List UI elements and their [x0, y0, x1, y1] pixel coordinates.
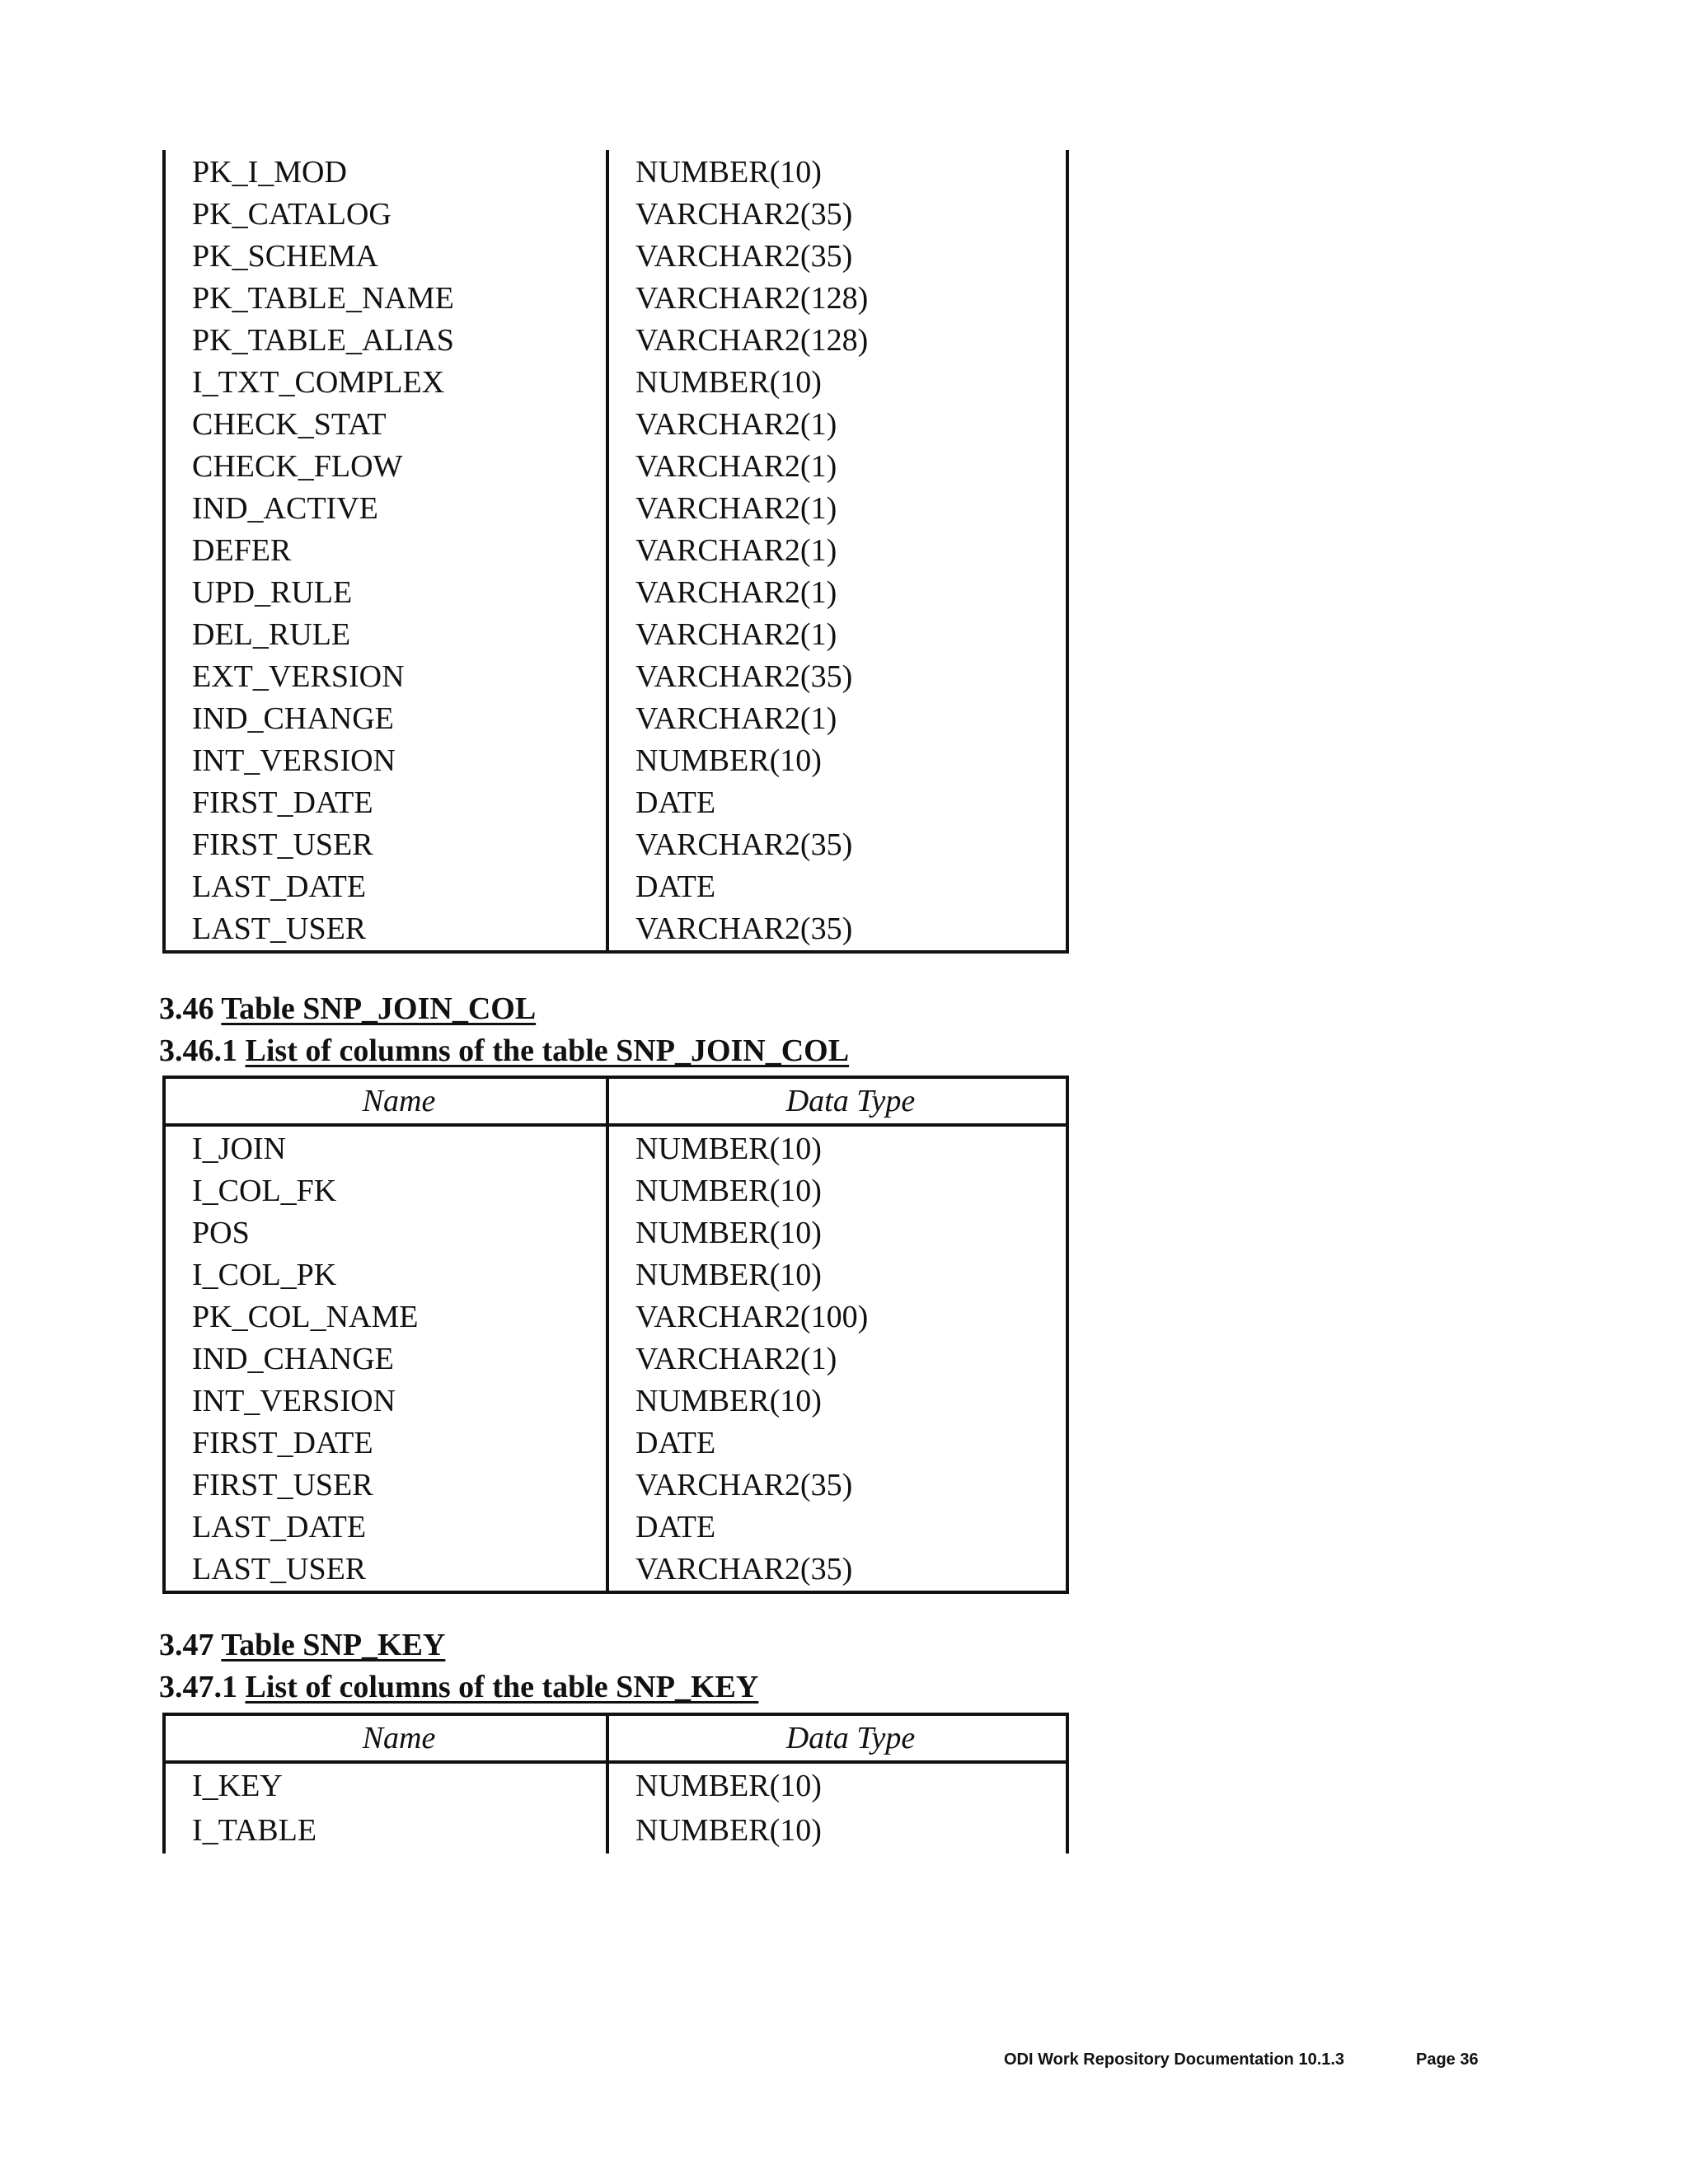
header-row — [164, 1714, 1067, 1762]
data-type-cell: VARCHAR2(35) — [607, 908, 1067, 952]
column-name-cell: DEFER — [164, 530, 607, 572]
subsection-title-link[interactable]: List of columns of the table SNP_JOIN_COL — [245, 1033, 850, 1068]
table-body — [164, 1762, 1067, 1854]
section-number: 3.46 — [159, 991, 214, 1026]
data-type-cell: NUMBER(10) — [607, 1762, 1067, 1807]
column-name-cell: PK_SCHEMA — [164, 236, 607, 278]
data-type-cell: VARCHAR2(35) — [607, 236, 1067, 278]
column-name-cell: LAST_DATE — [164, 1507, 607, 1549]
column-name-cell: PK_CATALOG — [164, 194, 607, 236]
column-name-cell: I_TXT_COMPLEX — [164, 362, 607, 404]
data-type-cell: NUMBER(10) — [607, 1125, 1067, 1170]
footer-page-number: Page 36 — [1416, 2050, 1479, 2069]
data-type-cell: VARCHAR2(128) — [607, 278, 1067, 320]
data-type-cell: NUMBER(10) — [607, 150, 1067, 194]
data-type-cell: VARCHAR2(35) — [607, 1549, 1067, 1592]
data-type-cell: VARCHAR2(1) — [607, 404, 1067, 446]
table-row — [164, 866, 1067, 908]
column-name-cell: EXT_VERSION — [164, 656, 607, 698]
table-row — [164, 1507, 1067, 1549]
data-type-cell: DATE — [607, 782, 1067, 824]
section-number: 3.47 — [159, 1628, 214, 1662]
columns-table-snp-key — [162, 1713, 1069, 1854]
table-header — [164, 1714, 1067, 1762]
table-row — [164, 236, 1067, 278]
column-name-cell: LAST_USER — [164, 1549, 607, 1592]
column-name-cell: FIRST_USER — [164, 824, 607, 866]
column-name-cell: CHECK_STAT — [164, 404, 607, 446]
column-name-cell: PK_TABLE_ALIAS — [164, 320, 607, 362]
section-title-link[interactable]: Table SNP_JOIN_COL — [221, 991, 537, 1026]
table-row — [164, 278, 1067, 320]
data-type-cell: NUMBER(10) — [607, 362, 1067, 404]
table-row — [164, 656, 1067, 698]
table-row — [164, 1807, 1067, 1854]
column-name-cell: I_JOIN — [164, 1125, 607, 1170]
table-row — [164, 1380, 1067, 1422]
data-type-cell: NUMBER(10) — [607, 1254, 1067, 1296]
table-row — [164, 572, 1067, 614]
subsection-number: 3.46.1 — [159, 1033, 237, 1068]
header-name: Name — [164, 1714, 607, 1762]
table-row — [164, 1254, 1067, 1296]
table-row — [164, 698, 1067, 740]
column-name-cell: DEL_RULE — [164, 614, 607, 656]
table-row — [164, 1549, 1067, 1592]
data-type-cell: VARCHAR2(1) — [607, 698, 1067, 740]
data-type-cell: DATE — [607, 1507, 1067, 1549]
column-name-cell: IND_ACTIVE — [164, 488, 607, 530]
header-row — [164, 1077, 1067, 1125]
footer-document-title: ODI Work Repository Documentation 10.1.3 — [1004, 2050, 1345, 2069]
columns-table-snp-join-col — [162, 1076, 1069, 1594]
data-type-cell: VARCHAR2(35) — [607, 194, 1067, 236]
subsection-number: 3.47.1 — [159, 1670, 237, 1704]
table-row — [164, 194, 1067, 236]
table-row — [164, 1465, 1067, 1507]
table-row — [164, 362, 1067, 404]
data-type-cell: VARCHAR2(1) — [607, 446, 1067, 488]
table-row — [164, 320, 1067, 362]
data-type-cell: VARCHAR2(35) — [607, 824, 1067, 866]
column-name-cell: FIRST_DATE — [164, 782, 607, 824]
column-name-cell: PK_I_MOD — [164, 150, 607, 194]
table-row — [164, 404, 1067, 446]
table-row — [164, 150, 1067, 194]
data-type-cell: VARCHAR2(1) — [607, 572, 1067, 614]
columns-table-continued — [162, 150, 1069, 954]
table-row — [164, 908, 1067, 952]
column-name-cell: INT_VERSION — [164, 1380, 607, 1422]
data-type-cell: VARCHAR2(1) — [607, 488, 1067, 530]
column-name-cell: I_TABLE — [164, 1807, 607, 1854]
column-name-cell: LAST_DATE — [164, 866, 607, 908]
table-body — [164, 1125, 1067, 1592]
column-name-cell: IND_CHANGE — [164, 1338, 607, 1380]
data-type-cell: VARCHAR2(35) — [607, 656, 1067, 698]
table-row — [164, 1422, 1067, 1465]
data-type-cell: NUMBER(10) — [607, 740, 1067, 782]
header-data-type: Data Type — [607, 1077, 1067, 1125]
column-name-cell: FIRST_DATE — [164, 1422, 607, 1465]
data-type-cell: VARCHAR2(1) — [607, 614, 1067, 656]
column-name-cell: I_COL_FK — [164, 1170, 607, 1212]
column-name-cell: INT_VERSION — [164, 740, 607, 782]
column-name-cell: PK_COL_NAME — [164, 1296, 607, 1338]
table-body — [164, 150, 1067, 952]
data-type-cell: NUMBER(10) — [607, 1807, 1067, 1854]
subsection-title-link[interactable]: List of columns of the table SNP_KEY — [245, 1670, 759, 1704]
column-name-cell: I_COL_PK — [164, 1254, 607, 1296]
table-row — [164, 1170, 1067, 1212]
table-row — [164, 446, 1067, 488]
data-type-cell: DATE — [607, 866, 1067, 908]
data-type-cell: DATE — [607, 1422, 1067, 1465]
table-header — [164, 1077, 1067, 1125]
column-name-cell: CHECK_FLOW — [164, 446, 607, 488]
subsection-heading-3-46-1 — [159, 1031, 849, 1071]
section-heading-3-46 — [159, 989, 536, 1029]
header-name: Name — [164, 1077, 607, 1125]
header-data-type: Data Type — [607, 1714, 1067, 1762]
column-name-cell: UPD_RULE — [164, 572, 607, 614]
data-type-cell: NUMBER(10) — [607, 1380, 1067, 1422]
table-row — [164, 740, 1067, 782]
table-row — [164, 1125, 1067, 1170]
table-row — [164, 1762, 1067, 1807]
table-row — [164, 1338, 1067, 1380]
table-row — [164, 824, 1067, 866]
subsection-heading-3-47-1 — [159, 1667, 758, 1707]
table-row — [164, 782, 1067, 824]
data-type-cell: VARCHAR2(100) — [607, 1296, 1067, 1338]
section-title-link[interactable]: Table SNP_KEY — [221, 1628, 446, 1662]
section-heading-3-47 — [159, 1625, 445, 1665]
data-type-cell: NUMBER(10) — [607, 1212, 1067, 1254]
data-type-cell: VARCHAR2(1) — [607, 1338, 1067, 1380]
data-type-cell: VARCHAR2(128) — [607, 320, 1067, 362]
column-name-cell: IND_CHANGE — [164, 698, 607, 740]
column-name-cell: FIRST_USER — [164, 1465, 607, 1507]
data-type-cell: VARCHAR2(35) — [607, 1465, 1067, 1507]
table-row — [164, 488, 1067, 530]
table-row — [164, 530, 1067, 572]
column-name-cell: I_KEY — [164, 1762, 607, 1807]
column-name-cell: LAST_USER — [164, 908, 607, 952]
column-name-cell: PK_TABLE_NAME — [164, 278, 607, 320]
table-row — [164, 1212, 1067, 1254]
data-type-cell: NUMBER(10) — [607, 1170, 1067, 1212]
table-row — [164, 1296, 1067, 1338]
column-name-cell: POS — [164, 1212, 607, 1254]
table-row — [164, 614, 1067, 656]
data-type-cell: VARCHAR2(1) — [607, 530, 1067, 572]
